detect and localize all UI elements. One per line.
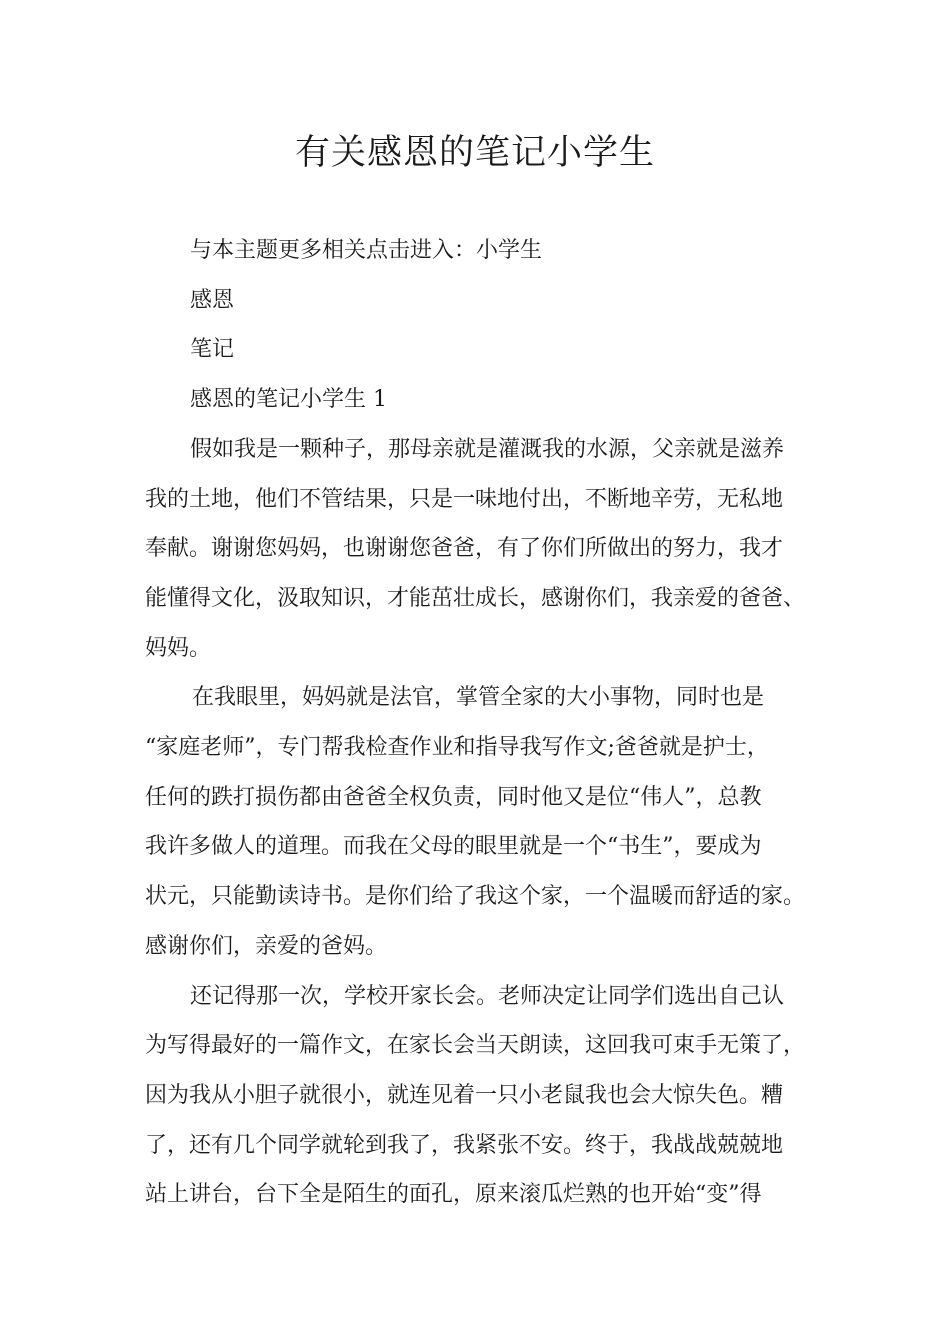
paragraph-line: 能懂得文化，汲取知识，才能茁壮成长，感谢你们，我亲爱的爸爸、	[145, 585, 806, 611]
paragraph-line: 状元，只能勤读诗书。是你们给了我这个家，一个温暖而舒适的家。	[145, 884, 806, 910]
paragraph-line: 我的土地，他们不管结果，只是一味地付出，不断地辛劳，无私地	[145, 486, 784, 512]
paragraph-line: 妈妈。	[145, 635, 212, 661]
related-link-gratitude[interactable]: 感恩	[190, 287, 235, 313]
paragraph-line: “家庭老师”，专门帮我检查作业和指导我写作文;爸爸就是护士，	[145, 735, 769, 761]
paragraph-3	[145, 972, 825, 1221]
paragraph-line: 感谢你们，亲爱的爸妈。	[145, 933, 388, 959]
paragraph-line: 我许多做人的道理。而我在父母的眼里就是一个“书生”，要成为	[145, 834, 762, 860]
paragraph-line: 还记得那一次，学校开家长会。老师决定让同学们选出自己认	[190, 983, 785, 1009]
section-heading: 感恩的笔记小学生 1	[190, 387, 387, 413]
paragraph-line: 为写得最好的一篇作文，在家长会当天朗读，这回我可束手无策了，	[145, 1033, 806, 1059]
paragraph-line: 奉献。谢谢您妈妈，也谢谢您爸爸，有了你们所做出的努力，我才	[145, 536, 784, 562]
paragraph-2	[145, 673, 825, 971]
document-title: 有关感恩的笔记小学生	[294, 133, 655, 173]
related-topics-link[interactable]: 与本主题更多相关点击进入：小学生	[190, 238, 543, 263]
paragraph-line: 在我眼里，妈妈就是法官，掌管全家的大小事物，同时也是	[192, 685, 765, 711]
paragraph-line: 了，还有几个同学就轮到我了，我紧张不安。终于，我战战兢兢地	[145, 1132, 784, 1158]
document-body	[145, 226, 825, 1220]
paragraph-line: 假如我是一颗种子，那母亲就是灌溉我的水源，父亲就是滋养	[190, 436, 785, 462]
paragraph-line: 因为我从小胆子就很小，就连见着一只小老鼠我也会大惊失色。糟	[145, 1082, 784, 1108]
paragraph-1	[145, 425, 825, 674]
paragraph-line: 站上讲台，台下全是陌生的面孔，原来滚瓜烂熟的也开始“变”得	[145, 1182, 762, 1208]
related-link-notes[interactable]: 笔记	[190, 337, 235, 363]
paragraph-line: 任何的跌打损伤都由爸爸全权负责，同时他又是位“伟人”，总教	[145, 784, 762, 810]
